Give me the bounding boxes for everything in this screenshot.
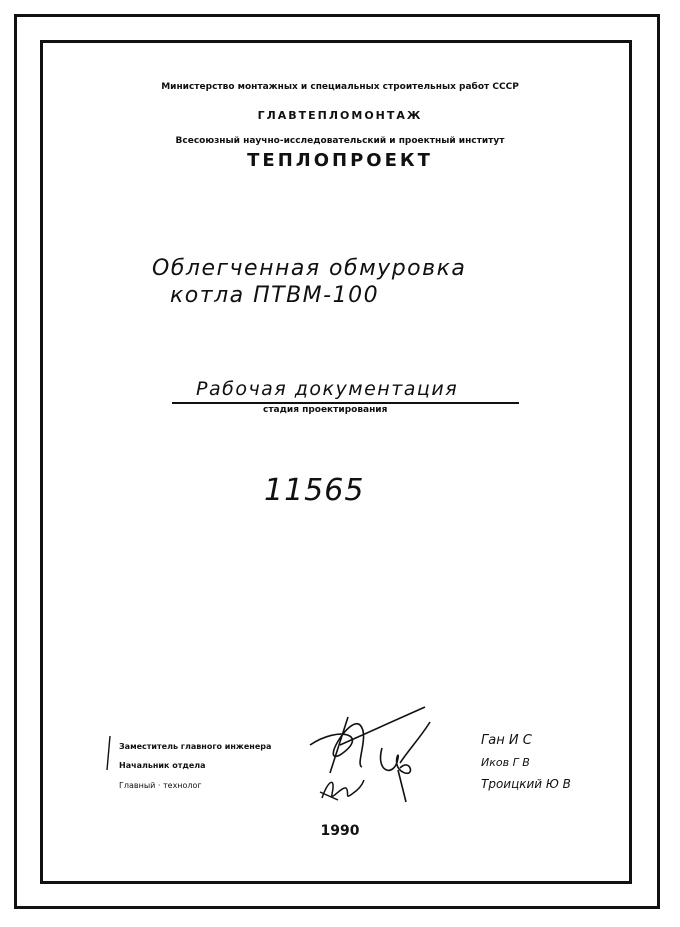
title-line-2: котла ПТВМ-100 xyxy=(170,283,380,308)
approval-bracket xyxy=(104,734,114,774)
organization-name: ТЕПЛОПРОЕКТ xyxy=(247,150,433,171)
document-type-underline xyxy=(172,402,519,404)
approval-position-1: Заместитель главного инженера xyxy=(119,742,272,751)
glavk-line: ГЛАВТЕПЛОМОНТАЖ xyxy=(257,109,423,122)
approval-name-1: Ган И С xyxy=(481,733,532,748)
document-type: Рабочая документация xyxy=(196,378,459,400)
approval-position-2: Начальник отдела xyxy=(119,761,206,770)
title-line-1: Облегченная обмуровка xyxy=(152,256,467,281)
design-stage: стадия проектирования xyxy=(263,405,388,415)
ministry-line: Министерство монтажных и специальных строительных работ СССР xyxy=(161,82,519,92)
signature-3 xyxy=(318,770,368,805)
signature-2 xyxy=(370,718,440,808)
approval-name-3: Троицкий Ю В xyxy=(481,777,571,791)
institute-line: Всесоюзный научно-исследовательский и проектный институт xyxy=(175,136,505,146)
approval-position-3: Главный · технолог xyxy=(119,781,202,790)
document-number: 11565 xyxy=(264,473,365,508)
year: 1990 xyxy=(320,823,360,839)
approval-name-2: Иков Г В xyxy=(481,756,530,769)
